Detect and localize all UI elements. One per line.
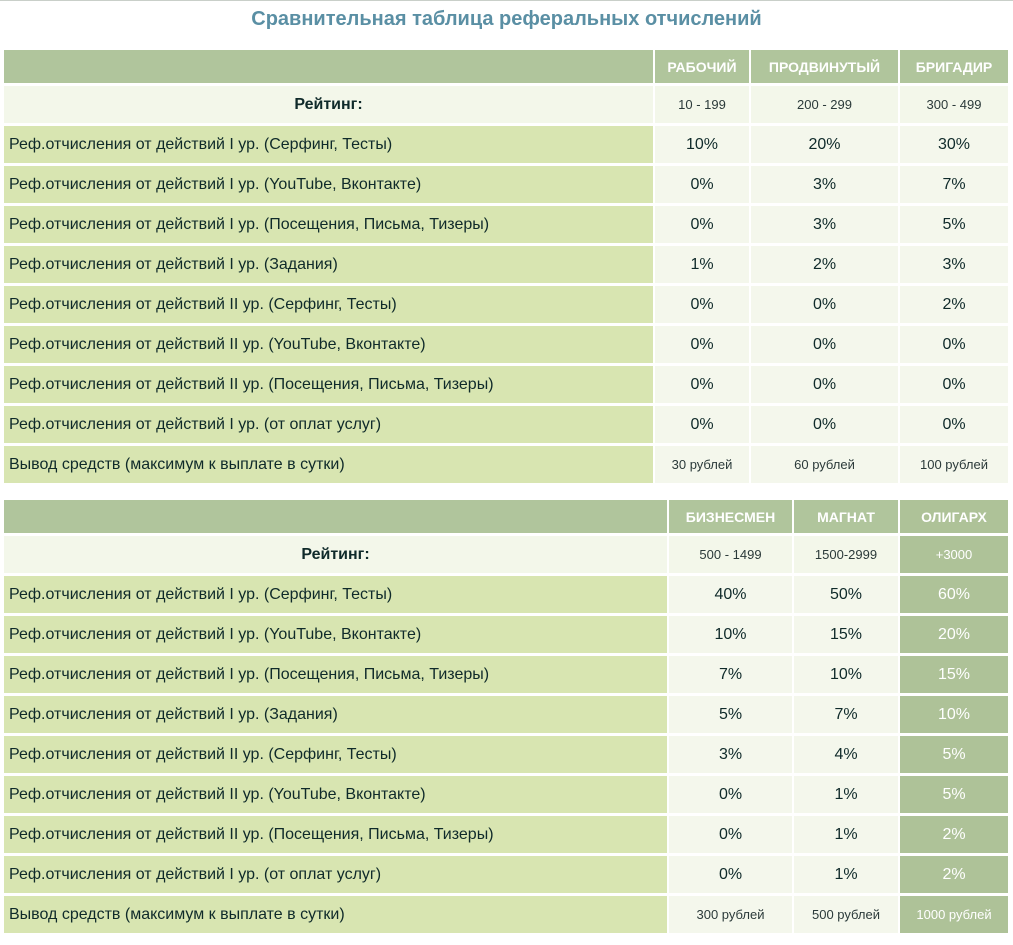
rating-value: 1500-2999 [793, 535, 899, 575]
table-row [4, 205, 1008, 245]
cell-value: 0% [899, 405, 1008, 445]
cell-value: 0% [668, 775, 793, 815]
row-label: Реф.отчисления от действий I ур. (Задания) [4, 245, 654, 285]
cell-value: 0% [899, 365, 1008, 405]
rating-value: 10 - 199 [654, 85, 750, 125]
cell-value: 3% [899, 245, 1008, 285]
cell-value: 2% [899, 855, 1008, 895]
table-row [4, 285, 1008, 325]
table-row [4, 695, 1008, 735]
cell-value: 0% [654, 365, 750, 405]
rating-value: +3000 [899, 535, 1008, 575]
table-row [4, 575, 1008, 615]
comparison-table-2 [4, 500, 1008, 936]
withdraw-value: 60 рублей [750, 445, 899, 485]
row-label: Реф.отчисления от действий II ур. (Серфинг, Тесты) [4, 735, 668, 775]
cell-value: 60% [899, 575, 1008, 615]
header-blank-cell [4, 500, 668, 535]
row-label: Реф.отчисления от действий I ур. (Серфинг, Тесты) [4, 125, 654, 165]
cell-value: 15% [899, 655, 1008, 695]
cell-value: 10% [654, 125, 750, 165]
cell-value: 10% [899, 695, 1008, 735]
withdraw-value: 500 рублей [793, 895, 899, 935]
cell-value: 3% [668, 735, 793, 775]
row-label: Реф.отчисления от действий II ур. (Серфинг, Тесты) [4, 285, 654, 325]
cell-value: 0% [750, 285, 899, 325]
table-row [4, 245, 1008, 285]
table-row [4, 815, 1008, 855]
withdraw-row [4, 895, 1008, 935]
cell-value: 3% [750, 165, 899, 205]
row-label: Реф.отчисления от действий I ур. (Серфинг, Тесты) [4, 575, 668, 615]
cell-value: 5% [899, 735, 1008, 775]
rating-value: 200 - 299 [750, 85, 899, 125]
cell-value: 1% [793, 775, 899, 815]
rating-row [4, 535, 1008, 575]
table-row [4, 655, 1008, 695]
cell-value: 7% [793, 695, 899, 735]
cell-value: 2% [899, 815, 1008, 855]
cell-value: 2% [750, 245, 899, 285]
cell-value: 0% [654, 165, 750, 205]
table-row [4, 165, 1008, 205]
column-header-biznesmen: БИЗНЕСМЕН [668, 500, 793, 535]
cell-value: 0% [899, 325, 1008, 365]
cell-value: 0% [750, 325, 899, 365]
cell-value: 1% [793, 815, 899, 855]
cell-value: 0% [668, 855, 793, 895]
row-label: Реф.отчисления от действий II ур. (Посещения, Письма, Тизеры) [4, 365, 654, 405]
page-title: Сравнительная таблица реферальных отчислений [251, 8, 762, 30]
cell-value: 5% [668, 695, 793, 735]
table-row [4, 855, 1008, 895]
cell-value: 40% [668, 575, 793, 615]
withdraw-row [4, 445, 1008, 485]
cell-value: 0% [654, 405, 750, 445]
cell-value: 1% [654, 245, 750, 285]
table-row [4, 735, 1008, 775]
row-label: Реф.отчисления от действий I ур. (YouTube, Вконтакте) [4, 615, 668, 655]
withdraw-value: 1000 рублей [899, 895, 1008, 935]
cell-value: 5% [899, 775, 1008, 815]
withdraw-value: 30 рублей [654, 445, 750, 485]
column-header-oligarh: ОЛИГАРХ [899, 500, 1008, 535]
comparison-table-1 [4, 50, 1008, 486]
top-divider [0, 0, 1013, 1]
row-label: Реф.отчисления от действий I ур. (Посещения, Письма, Тизеры) [4, 655, 668, 695]
table-row [4, 405, 1008, 445]
row-label: Реф.отчисления от действий I ур. (Посещения, Письма, Тизеры) [4, 205, 654, 245]
cell-value: 5% [899, 205, 1008, 245]
cell-value: 50% [793, 575, 899, 615]
cell-value: 10% [668, 615, 793, 655]
table-row [4, 125, 1008, 165]
column-header-prodvinutyy: ПРОДВИНУТЫЙ [750, 50, 899, 85]
row-label: Реф.отчисления от действий II ур. (YouTube, Вконтакте) [4, 775, 668, 815]
withdraw-value: 100 рублей [899, 445, 1008, 485]
withdraw-label: Вывод средств (максимум к выплате в сутки) [4, 895, 668, 935]
column-header-brigadir: БРИГАДИР [899, 50, 1008, 85]
cell-value: 15% [793, 615, 899, 655]
cell-value: 0% [750, 405, 899, 445]
cell-value: 2% [899, 285, 1008, 325]
table-row [4, 615, 1008, 655]
cell-value: 0% [654, 285, 750, 325]
header-blank-cell [4, 50, 654, 85]
cell-value: 20% [750, 125, 899, 165]
row-label: Реф.отчисления от действий I ур. (Задания) [4, 695, 668, 735]
table-header-row [4, 50, 1008, 85]
table-row [4, 365, 1008, 405]
rating-label: Рейтинг: [4, 85, 654, 125]
row-label: Реф.отчисления от действий I ур. (YouTube, Вконтакте) [4, 165, 654, 205]
withdraw-label: Вывод средств (максимум к выплате в сутки) [4, 445, 654, 485]
rating-row [4, 85, 1008, 125]
row-label: Реф.отчисления от действий I ур. (от оплат услуг) [4, 855, 668, 895]
row-label: Реф.отчисления от действий II ур. (Посещения, Письма, Тизеры) [4, 815, 668, 855]
rating-label: Рейтинг: [4, 535, 668, 575]
row-label: Реф.отчисления от действий I ур. (от оплат услуг) [4, 405, 654, 445]
cell-value: 0% [668, 815, 793, 855]
cell-value: 7% [899, 165, 1008, 205]
cell-value: 10% [793, 655, 899, 695]
table-row [4, 775, 1008, 815]
column-header-magnat: МАГНАТ [793, 500, 899, 535]
cell-value: 7% [668, 655, 793, 695]
cell-value: 20% [899, 615, 1008, 655]
rating-value: 300 - 499 [899, 85, 1008, 125]
cell-value: 0% [654, 325, 750, 365]
rating-value: 500 - 1499 [668, 535, 793, 575]
table-row [4, 325, 1008, 365]
withdraw-value: 300 рублей [668, 895, 793, 935]
cell-value: 1% [793, 855, 899, 895]
cell-value: 4% [793, 735, 899, 775]
cell-value: 0% [750, 365, 899, 405]
cell-value: 30% [899, 125, 1008, 165]
cell-value: 3% [750, 205, 899, 245]
table-header-row [4, 500, 1008, 535]
column-header-rabochiy: РАБОЧИЙ [654, 50, 750, 85]
cell-value: 0% [654, 205, 750, 245]
row-label: Реф.отчисления от действий II ур. (YouTube, Вконтакте) [4, 325, 654, 365]
